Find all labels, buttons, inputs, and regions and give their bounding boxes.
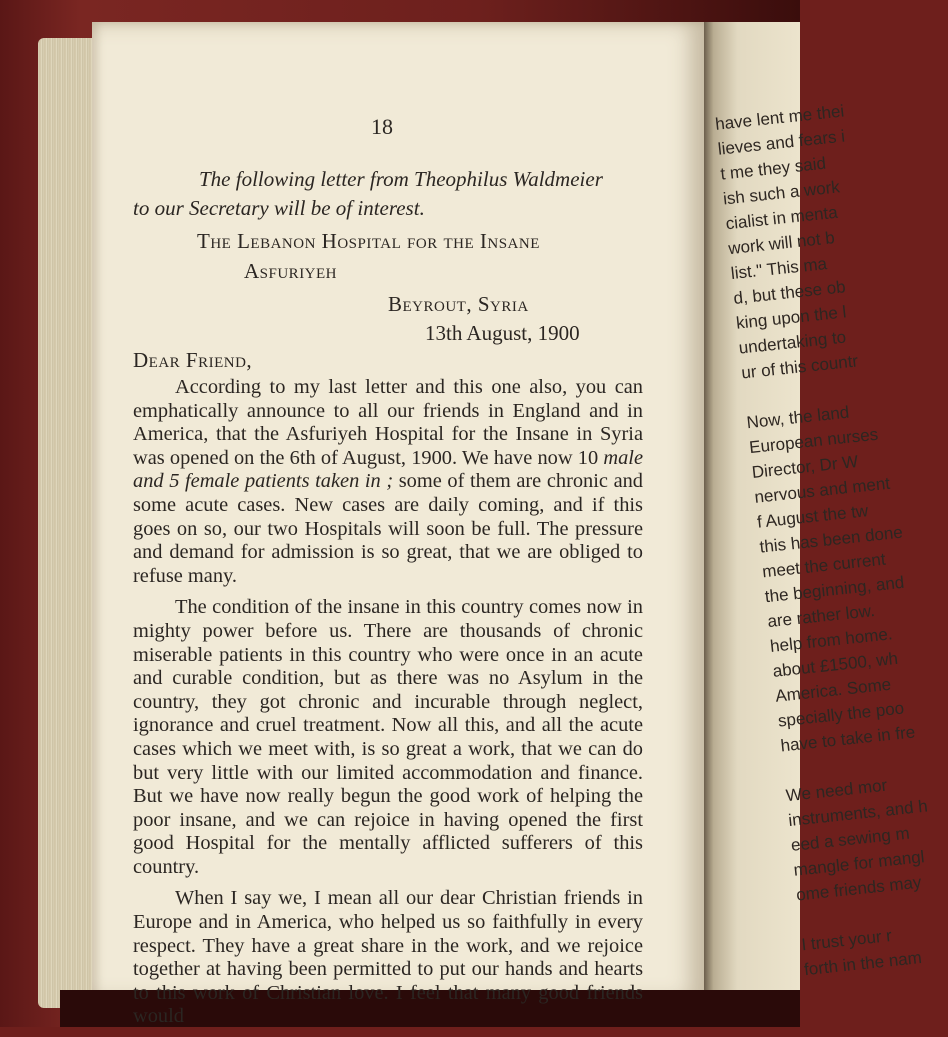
right-page	[704, 22, 929, 1000]
facing-page-line: forth in the nam	[803, 947, 923, 980]
facing-page-line: ome friends may	[795, 872, 923, 905]
paragraph-2: The condition of the insane in this country comes now in mighty power before us. There are thousands of chronic miserable patients in this country who were once in an acute and curable condition, but as there was no Asylum in the country, they got chronic and incurable through neglect, ignorance and cruel treatment. Now all this, and all the acute cases which we meet with, is so great a work, that we can do but very little with our limited accommodation and finance. But we have now really begun the good work of helping the poor insane, and we can rejoice in having opened the first good Hospital for the mentally afflicted sufferers of this country.	[133, 596, 643, 878]
facing-page-line: have to take in fre	[779, 722, 917, 756]
facing-page-line: cialist in menta	[724, 202, 839, 234]
facing-page-line: work will not b	[727, 228, 836, 259]
facing-page-line: the beginning, and	[763, 572, 906, 607]
paragraph-1-italic: male and 5 female patients taken in ;	[133, 446, 643, 493]
intro-line-1: The following letter from Theophilus Waldmeier	[199, 167, 603, 191]
facing-page-line: ur of this countr	[740, 351, 859, 383]
facing-page-line: about £1500, wh	[771, 648, 899, 681]
facing-page-line: We need mor	[784, 775, 889, 806]
paragraph-1-part-1: According to my last letter and this one also, you can emphatically announce to all our friends in England and in America, that the Asfuriyeh Hospital for the Insane in Syria was opened on the 6th of August, 1900. We have now 10	[133, 376, 643, 469]
facing-page-line: list." This ma	[729, 254, 828, 284]
facing-page-line: Director, Dr W	[750, 451, 860, 482]
facing-page-line: f August the tw	[756, 501, 870, 532]
facing-page-line: have lent me thei	[714, 101, 846, 134]
paragraph-1	[133, 376, 643, 588]
letter-body	[133, 376, 643, 1037]
facing-page-line: European nurses	[748, 424, 880, 458]
facing-page-line: are rather low.	[766, 600, 876, 632]
facing-page-line: eed a sewing m	[790, 823, 911, 855]
paragraph-3: When I say we, I mean all our dear Christian friends in Europe and in America, who helped us so faithfully in every respect. They have a great share in the work, and we rejoice together at having been permitted to put our hands and hearts to this work of Christian love. I feel that many good friends would	[133, 887, 643, 1028]
institution-heading: The Lebanon Hospital for the Insane	[197, 229, 540, 253]
city-heading: Beyrout, Syria	[388, 292, 529, 316]
page-number: 18	[371, 114, 393, 139]
facing-page-line: t me they said	[719, 153, 827, 184]
paragraph-1-part-3: some of them are chronic and some acute cases. New cases are daily coming, and if this goes on so, our two Hospitals will soon be full. The pressure and demand for admission is so great, that we are obliged to refuse many.	[133, 470, 644, 587]
facing-page-line: meet the current	[761, 549, 887, 582]
location-heading: Asfuriyeh	[244, 259, 338, 283]
facing-page-line: king upon the l	[735, 302, 848, 333]
facing-page-line: this has been done	[758, 522, 904, 557]
facing-page-line: America. Some	[774, 674, 892, 706]
facing-page-line: ish such a work	[722, 177, 841, 209]
facing-page-line: nervous and ment	[753, 473, 891, 507]
facing-page-line: d, but these ob	[732, 277, 847, 308]
facing-page-line: lieves and fears i	[716, 126, 846, 159]
intro-note	[133, 165, 643, 223]
facing-page-line: instruments, and h	[787, 796, 929, 831]
letter-date: 13th August, 1900	[425, 321, 580, 345]
facing-page-line: I trust your r	[800, 925, 893, 955]
intro-line-2: to our Secretary will be of interest.	[133, 196, 425, 220]
facing-page-line: specially the poo	[777, 698, 905, 731]
facing-page-line: help from home.	[769, 624, 894, 657]
facing-page-line: Now, the land	[745, 402, 851, 433]
facing-page-line: mangle for mangl	[792, 847, 926, 880]
facing-page-text	[714, 101, 929, 983]
salutation: Dear Friend,	[133, 348, 253, 372]
facing-page-line: undertaking to	[737, 327, 847, 358]
